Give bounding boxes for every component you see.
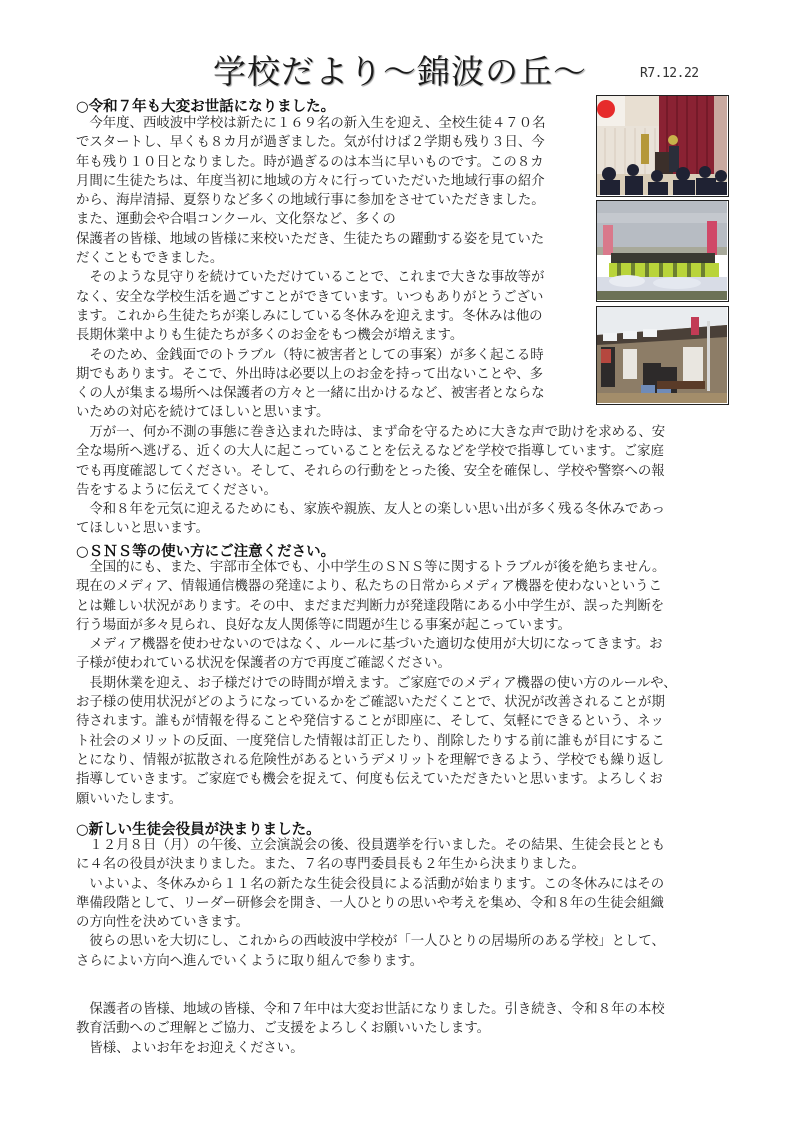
text-line: メディア機器を使わせないのではなく、ルールに基づいた適切な使用が大切になってきます。お [76,637,663,653]
text-line: に４名の役員が決まりました。また、７名の専門委員長も２年生から決まりました。 [76,857,585,873]
beach-cleanup-photo-icon [596,200,729,302]
text-line: だくこともできました。 [76,251,224,267]
page-title: 学校だより～錦波の丘～ [213,52,587,91]
text-line: 皆様、よいお年をお迎えください。 [76,1040,304,1056]
text-line: そのため、金銭面でのトラブル（特に被害者としての事案）が多く起こる時 [76,347,544,363]
text-line: 教育活動へのご理解とご協力、ご支援をよろしくお願いいたします。 [76,1021,491,1037]
section-heading-student-council: ○新しい生徒会役員が決まりました。 [76,822,321,838]
text-line: 準備段階として、リーダー研修会を開き、一人ひとりの思いや考えを集め、令和８年の生徒会組織 [76,895,664,911]
text-line: 今年度、西岐波中学校は新たに１６９名の新入生を迎え、全校生徒４７０名 [76,116,546,131]
text-line: くの人が集まる場所へは保護者の方々と一緒に出かけるなど、被害者とならな [76,386,545,402]
text-line: 万が一、何か不測の事態に巻き込まれた時は、まず命を守るために大きな声で助けを求める、安 [76,425,666,440]
summer-festival-photo-icon [596,306,729,405]
section-heading-year-thanks: ○令和７年も大変お世話になりました。 [76,99,336,115]
section-body-student-council [76,836,736,971]
text-line: １２月８日（月）の午後、立会演説会の後、役員選挙を行いました。その結果、生徒会長ととも [76,838,666,853]
text-line: 全国的にも、また、宇部市全体でも、小中学生のＳＮＳ等に関するトラブルが後を絶ちません。 [76,560,666,575]
text-line: でスタートし、早くも８カ月が過ぎました。気が付けば２学期も残り３日、今 [76,135,545,151]
section-body-year-thanks [76,114,596,423]
text-line: 願いいたします。 [76,791,183,807]
text-line: 保護者の皆様、地域の皆様、令和７年中は大変お世話になりました。引き続き、令和８年の本校 [76,1002,665,1017]
text-line: なく、安全な学校生活を過ごすことができています。いつもありがとうござい [76,289,544,305]
ceremony-photo-icon [596,95,729,197]
text-line: とになり、情報が拡散される危険性があるというデメリットを理解できるよう、学校でも繰り返し [76,752,665,768]
section-heading-sns: ○ＳＮＳ等の使い方にご注意ください。 [76,544,336,560]
text-line: 全な場所へ逃げる、近くの大人に起こっていることを伝えるなどを学校で指導しています。ご家庭 [76,444,664,460]
text-line: 期でもあります。そこで、外出時は必要以上のお金を持って出ないことや、多 [76,366,544,382]
text-line: さらによい方向へ進んでいくように取り組んで参ります。 [76,953,424,969]
text-line: いよいよ、冬休みから１１名の新たな生徒会役員による活動が始まります。この冬休みにはその [76,876,665,892]
text-line: お子様の使用状況がどのようになっているかをご確認いただくことで、状況が改善されることが期 [76,695,665,711]
text-line: てほしいと思います。 [76,521,209,537]
text-line: とは難しい状況があります。その中、まだまだ判断力が発達段階にある小中学生が、誤った判断を [76,598,665,614]
text-line: 告をするように伝えてください。 [76,482,277,498]
section-body-year-thanks-wide [76,423,736,539]
text-line: ト社会のメリットの反面、一度発信した情報は訂正したり、削除したりする前に誰もが目にするこ [76,733,665,749]
text-line: 長期休業を迎え、お子様だけでの時間が増えます。ご家庭でのメディア機器の使い方のルールや、 [76,675,677,691]
text-line: 現在のメディア、情報通信機器の発達により、私たちの日常からメディア機器を使わないというこ [76,579,662,595]
text-line: 行う場面が多々見られ、良好な友人関係等に問題が生じる事案が起こっています。 [76,617,571,633]
issue-date: R7.12.22 [640,66,699,81]
text-line: そのような見守りを続けていただけていることで、これまで大きな事故等が [76,270,545,286]
section-body-sns [76,558,736,809]
text-line: でも再度確認してください。そして、それらの行動をとった後、安全を確保し、学校や警察への報 [76,463,665,479]
text-line: から、海岸清掃、夏祭りなど多くの地域行事に参加をさせていただきました。 [76,193,545,209]
text-line: 子様が使われている状況を保護者の方で再度ご確認ください。 [76,656,451,672]
text-line: また、運動会や合唱コンクール、文化祭など、多くの [76,212,396,228]
text-line: 月間に生徒たちは、年度当初に地域の方々に行っていただいた地域行事の紹介 [76,173,545,189]
text-line: ます。これから生徒たちが楽しみにしている冬休みを迎えます。冬休みは他の [76,308,543,324]
text-line: 彼らの思いを大切にし、これからの西岐波中学校が「一人ひとりの居場所のある学校」として、 [76,934,665,950]
text-line: 保護者の皆様、地域の皆様に来校いただき、生徒たちの躍動する姿を見ていた [76,231,545,247]
text-line: 指導していきます。ご家庭でも機会を捉えて、何度も伝えていただきたいと思います。よろしくお [76,772,663,788]
text-line: 待されます。誰もが情報を得ることや発信することが即座に、そして、気軽にできるという、ネッ [76,714,664,730]
text-line: 長期休業中よりも生徒たちが多くのお金をもつ機会が増えます。 [76,328,464,344]
text-line: の方向性を決めていきます。 [76,915,250,931]
text-line: いための対応を続けてほしいと思います。 [76,405,330,421]
text-line: 年も残り１０日となりました。時が過ぎるのは本当に早いものです。この８カ [76,154,544,170]
text-line: 令和８年を元気に迎えるためにも、家族や親族、友人との楽しい思い出が多く残る冬休みであっ [76,502,666,518]
closing-message [76,1000,736,1058]
